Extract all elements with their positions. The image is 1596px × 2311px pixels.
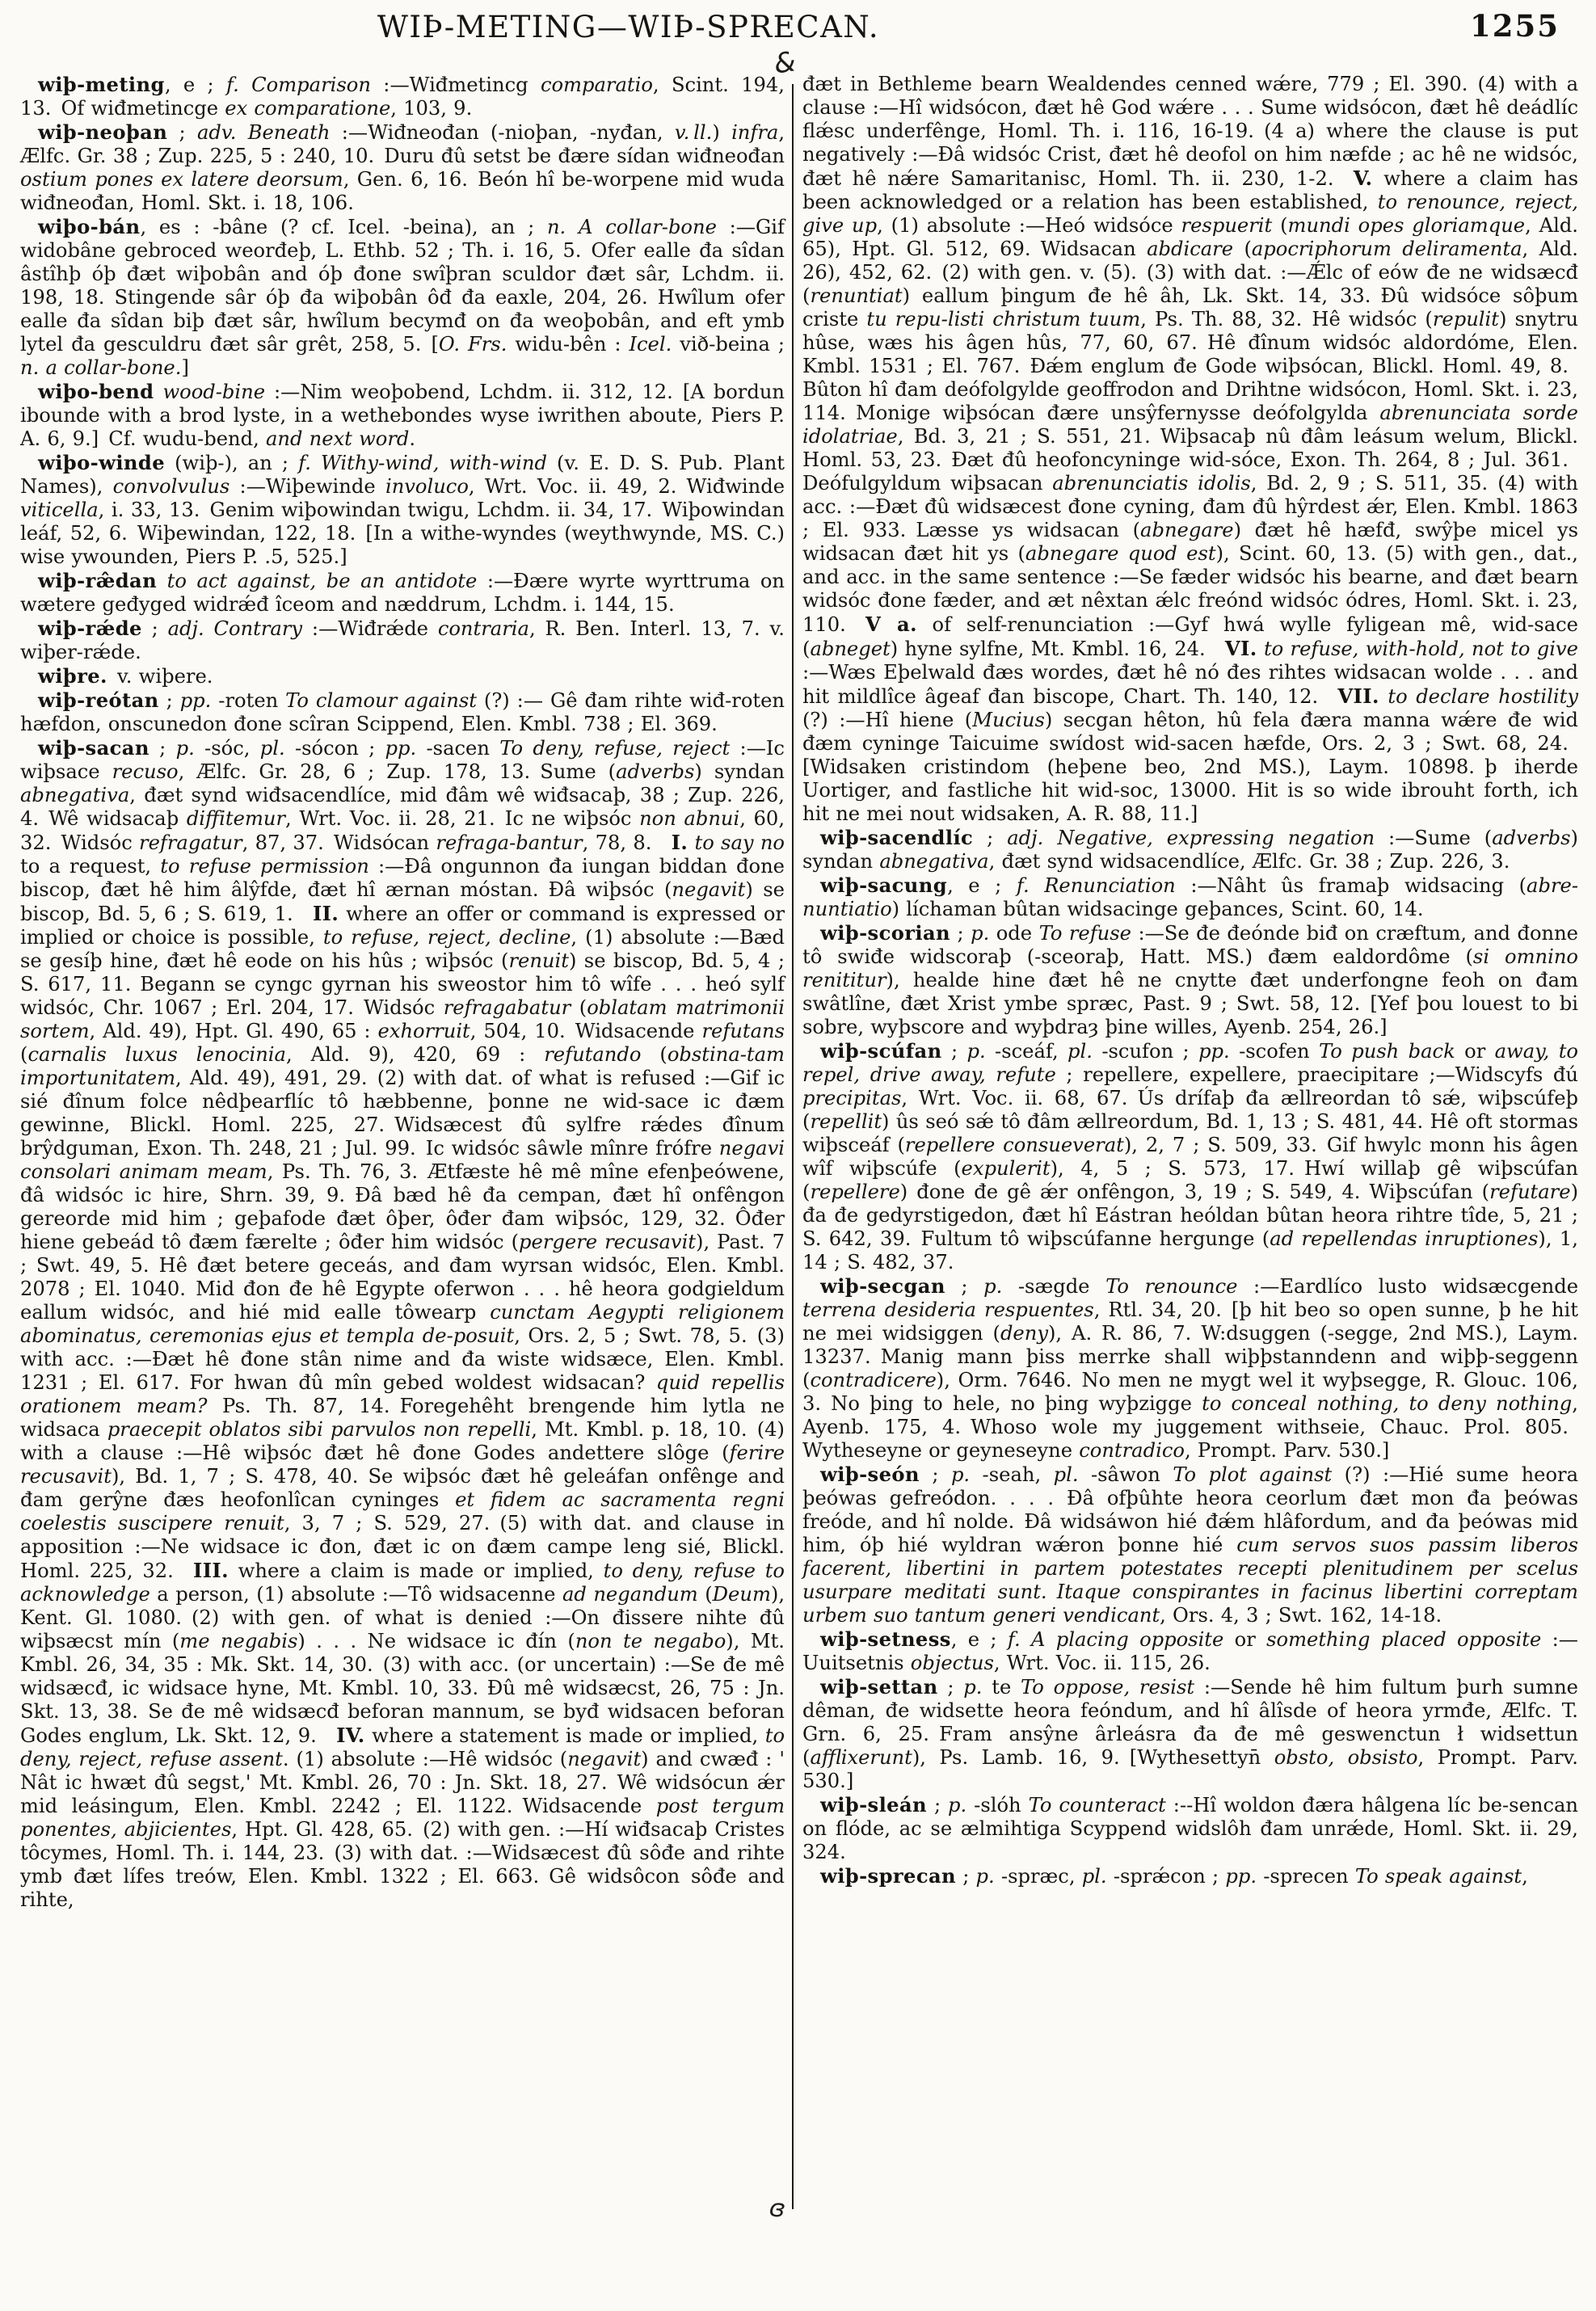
page-number: 1255 [1470, 8, 1560, 44]
page-title: WIÞ-METING—WIÞ-SPRECAN. [377, 10, 880, 44]
handwritten-mark-icon: & [772, 45, 798, 81]
left-column [20, 73, 785, 1912]
handwritten-mark-icon: ɞ [768, 2194, 787, 2224]
dictionary-entry: wiþ-sprecan ; p. -spræc, pl. -sprǽcon ; pp. -sprecen To speak against, [820, 1864, 1528, 1888]
dictionary-entry: wiþo-bend wood-bine :—Nim weoþobend, Lchdm. ii. 312, 12. [A bordun ibounde with a brod lyste, in a wethebondes wyse iwrithen aboute, Piers P. A. 6, 9.] Cf. wudu-bend, and next word. [20, 380, 785, 450]
text-columns [20, 73, 1578, 1912]
dictionary-entry: wiþ-sacung, e ; f. Renunciation :—Nâht ûs framaþ widsacing (abre-nuntiatio) líchaman bûtan widsacinge geþances, Scint. 60, 14. [802, 873, 1578, 920]
dictionary-entry: wiþ-scúfan ; p. -sceáf, pl. -scufon ; pp. -scofen To push back or away, to repel, drive away, refute ; repellere, expellere, praecipitare ;—Widscyfs đú precipitas, Wrt. Voc. ii. 68, 67. Ús drífaþ đa ællreordan tô sǽ, wiþscúfeþ (repellit) ûs seó sǽ tô đâm ællreordum, Bd. 1, 13 ; S. 481, 44. Hê oft stormas wiþsceáf (repellere consueverat), 2, 7 ; S. 509, 33. Gif hwylc monn his âgen wîf wiþscúfe (expulerit), 4, 5 ; S. 573, 17. Hwí willaþ gê wiþscúfan (repellere) đone đe gê ǽr onfêngon, 3, 19 ; S. 549, 4. Wiþscúfan (refutare) đa đe gedyrstigedon, đæt hî Eástran heóldan bûtan heora rihtre tîde, 5, 21 ; S. 642, 39. Fultum tô wiþscúfanne hergunge (ad repellendas inruptiones), 1, 14 ; S. 482, 37. [802, 1039, 1578, 1273]
right-column [802, 73, 1578, 1912]
dictionary-entry: wiþ-sleán ; p. -slóh To counteract :--Hî woldon đæra hâlgena líc be-sencan on flóde, ac se ælmihtiga Scyppend widslôh đam unrǽde, Homl. Skt. ii. 29, 324. [802, 1793, 1579, 1863]
dictionary-entry: wiþ-settan ; p. te To oppose, resist :—Sende hê him fultum þurh sumne dêman, đe widsette heora feóndum, and hî âlîsde of heora yrmđe, Ælfc. T. Grn. 6, 25. Fram ansŷne ârleásra đa đe mê geswenctun ł widsettun (afflixerunt), Ps. Lamb. 16, 9. [Wythesettyn̄ obsto, obsisto, Prompt. Parv. 530.] [802, 1675, 1578, 1792]
dictionary-entry: wiþ-meting, e ; f. Comparison :—Wiđmetincg comparatio, Scint. 194, 13. Of wiđmetincge ex comparatione, 103, 9. [20, 73, 785, 120]
dictionary-entry: wiþ-setness, e ; f. A placing opposite or something placed opposite :—Uuitsetnis objectus, Wrt. Voc. ii. 115, 26. [802, 1627, 1578, 1674]
dictionary-entry: wiþ-seón ; p. -seah, pl. -sâwon To plot against (?) :—Hié sume heora þeówas gefreódon. . . . Đâ ofþûhte heora ceorlum đæt mon đa þeówas freóde, and hî nolde. Đâ widsáwon hié đǽm hlâfordum, and đa þeówas mid him, óþ hié wyldran wǽron þonne hié cum servos suos passim liberos facerent, libertini in partem potestates recepti plenitudinem per scelus usurpare meditati sunt. Itaque conspirantes in facinus libertini correptam urbem suo tantum generi vendicant, Ors. 4, 3 ; Swt. 162, 14-18. [802, 1463, 1579, 1627]
dictionary-entry: wiþo-bán, es : -bâne (? cf. Icel. -beina), an ; n. A collar-bone :—Gif widobâne gebroced weorđeþ, L. Ethb. 52 ; Th. i. 16, 5. Ofer ealle đa sîdan âstîhþ óþ đæt wiþobân and óþ đone swîþran sculdor đæt sâr, Lchdm. ii. 198, 18. Stingende sâr óþ đa wiþobân ôđ đa eaxle, 204, 26. Hwîlum ofer ealle đa sîdan biþ đæt sâr, hwîlum becymđ on đa weoþobân, and eft ymb lytel đa gesculdru đæt sâr grêt, 258, 5. [O. Frs. widu-bên : Icel. við-beina ; n. a collar-bone.] [20, 215, 785, 379]
dictionary-entry: wiþ-sacendlíc ; adj. Negative, expressing negation :—Sume (adverbs) syndan abnegativa, đæt synd widsacendlíce, Ælfc. Gr. 38 ; Zup. 226, 3. [802, 826, 1578, 873]
dictionary-entry: wiþ-neoþan ; adv. Beneath :—Wiđneođan (-nioþan, -nyđan, v. ll.) infra, Ælfc. Gr. 38 ; Zup. 225, 5 : 240, 10. Duru đû setst be đære sídan wiđneođan ostium pones ex latere deorsum, Gen. 6, 16. Beón hî be-worpene mid wuda wiđneođan, Homl. Skt. i. 18, 106. [20, 120, 785, 214]
dictionary-entry: wiþo-winde (wiþ-), an ; f. Withy-wind, with-wind (v. E. D. S. Pub. Plant Names), convolvulus :—Wiþewinde involuco, Wrt. Voc. ii. 49, 2. Wiđwinde viticella, i. 33, 13. Genim wiþowindan twigu, Lchdm. ii. 34, 17. Wiþowindan leáf, 52, 6. Wiþewindan, 122, 18. [In a withe-wyndes (weythwynde, MS. C.) wise ywounden, Piers P. .5, 525.] [20, 451, 785, 568]
dictionary-entry: wiþ-scorian ; p. ode To refuse :—Se đe đeónde biđ on cræftum, and đonne tô swiđe widscoraþ (-sceoraþ, Hatt. MS.) đæm ealdordôme (si omnino renititur), healde hine đæt hê ne cnytte đæt underfongne feoh on đam swâtlîne, đæt Xrist ymbe spræc, Past. 9 ; Swt. 58, 12. [Yef þou louest to bi sobre, wyþscore and wyþdraȝ þine willes, Ayenb. 254, 26.] [802, 921, 1578, 1038]
dictionary-entry: wiþre. v. wiþere. [38, 664, 213, 688]
dictionary-entry: wiþ-sacan ; p. -sóc, pl. -sócon ; pp. -sacen To deny, refuse, reject :—Ic wiþsace recuso, Ælfc. Gr. 28, 6 ; Zup. 178, 13. Sume (adverbs) syndan abnegativa, đæt synd wiđsacendlíce, mid đâm wê wiđsacaþ, 38 ; Zup. 226, 4. Wê widsacaþ diffitemur, Wrt. Voc. ii. 28, 21. Ic ne wiþsóc non abnui, 60, 32. Widsóc refragatur, 87, 37. Widsócan refraga-bantur, 78, 8. I. to say no to a request, to refuse permission :—Đâ ongunnon đa iungan biddan đone biscop, đæt hê him âlŷfde, đæt hî ærnan móstan. Đâ wiþsóc (negavit) se biscop, Bd. 5, 6 ; S. 619, 1. II. where an offer or command is expressed or implied or choice is possible, to refuse, reject, decline, (1) absolute :—Bæd se gesíþ hine, đæt hê eode on his hûs ; wiþsóc (renuit) se biscop, Bd. 5, 4 ; S. 617, 11. Begann se cyngc gyrnan his sweostor him tô wîfe . . . heó sylf widsóc, Chr. 1067 ; Erl. 204, 17. Widsóc refragabatur (oblatam matrimonii sortem, Ald. 49), Hpt. Gl. 490, 65 : exhorruit, 504, 10. Widsacende refutans (carnalis luxus lenocinia, Ald. 9), 420, 69 : refutando (obstina-tam importunitatem, Ald. 49), 491, 29. (2) with dat. of what is refused :—Gif ic sié đînum folce nêdþearflíc tô hæbbenne, þonne ne wid-sace ic đæm gewinne, Blickl. Homl. 225, 27. Widsæcest đû sylfre rǽdes đînum brŷdguman, Exon. Th. 248, 21 ; Jul. 99. Ic widsóc sâwle mînre frófre negavi consolari animam meam, Ps. Th. 76, 3. Ætfæste hê mê mîne efenþeówene, đâ widsóc ic hire, Shrn. 39, 9. Đâ bæd hê đa cempan, đæt hî onfêngon gereorde mid him ; geþafode đæt ôþer, ôđer đam wiþsóc, 129, 32. Ôđer hiene gebeád tô đæm færelte ; ôđer him widsóc (pergere recusavit), Past. 7 ; Swt. 49, 5. Hê đæt betere geceás, and đam wyrsan widsóc, Elen. Kmbl. 2078 ; El. 1040. Mid đon đe hê Egypte oferwon . . . hê heora godgieldum eallum widsóc, and hié mid ealle tôwearp cunctam Aegypti religionem abominatus, ceremonias ejus et templa de-posuit, Ors. 2, 5 ; Swt. 78, 5. (3) with acc. :—Đæt hê đone stân nime and đa wiste widsæce, Elen. Kmbl. 1231 ; El. 617. For hwan đû mîn gebed woldest widsacan? quid repellis orationem meam? Ps. Th. 87, 14. Foregehêht brengende him lytla ne widsaca praecepit oblatos sibi parvulos non repelli, Mt. Kmbl. p. 18, 10. (4) with a clause :—Hê wiþsóc đæt hê đone Godes andettere slôge (ferire recusavit), Bd. 1, 7 ; S. 478, 40. Se wiþsóc đæt hê geleáfan onfênge and đam gerŷne đæs heofonlîcan cyninges et fidem ac sacramenta regni coelestis suscipere renuit, 3, 7 ; S. 529, 27. (5) with dat. and clause in apposition :—Ne widsace ic đon, đæt ic on đæm campe leng sié, Blickl. Homl. 225, 32. III. where a claim is made or implied, to deny, refuse to acknowledge a person, (1) absolute :—Tô widsacenne ad negandum (Deum), Kent. Gl. 1080. (2) with gen. of what is denied :—On đissere nihte đû wiþsæcst mín (me negabis) . . . Ne widsace ic đín (non te negabo), Mt. Kmbl. 26, 34, 35 : Mk. Skt. 14, 30. (3) with acc. (or uncertain) :—Se đe mê widsæcđ, ic widsace hyne, Mt. Kmbl. 10, 33. Đû mê widsæcst, 26, 75 : Jn. Skt. 13, 38. Se đe mê widsæcđ beforan mannum, se byđ widsacen beforan Godes englum, Lk. Skt. 12, 9. IV. where a statement is made or implied, to deny, reject, refuse assent. (1) absolute :—Hê widsóc (negavit) and cwæđ : ' Nât ic hwæt đû segst,' Mt. Kmbl. 26, 70 : Jn. Skt. 18, 27. Wê widsócun ǽr mid leásingum, Elen. Kmbl. 2242 ; El. 1122. Widsacende post tergum ponentes, abjicientes, Hpt. Gl. 428, 65. (2) with gen. :—Hí wiđsacaþ Cristes tôcymes, Homl. Th. i. 144, 23. (3) with dat. :—Widsæcest đû sôđe and rihte ymb đæt lífes treów, Elen. Kmbl. 1322 ; El. 663. Gê widsôcon sôđe and rihte, [20, 736, 785, 1911]
dictionary-entry: đæt in Bethleme bearn Wealdendes cenned wǽre, 779 ; El. 390. (4) with a clause :—Hî widsócon, đæt hê God wǽre . . . Sume widsócon, đæt hê deádlíc flǽsc underfênge, Homl. Th. i. 116, 16-19. (4 a) where the clause is put negatively :—Đâ widsóc Crist, đæt hê deofol on him næfde ; ac hê ne widsóc, đæt hê nǽre Samaritanisc, Homl. Th. ii. 230, 1-2. V. where a claim has been acknowledged or a relation has been established, to renounce, reject, give up, (1) absolute :—Heó widsóce respuerit (mundi opes gloriamque, Ald. 65), Hpt. Gl. 512, 69. Widsacan abdicare (apocriphorum deliramenta, Ald. 26), 452, 62. (2) with gen. v. (5). (3) with dat. :—Ǽlc of eów đe ne widsæcđ (renuntiat) eallum þingum đe hê âh, Lk. Skt. 14, 33. Đû widsóce sôþum criste tu repu-listi christum tuum, Ps. Th. 88, 32. Hê widsóc (repulit) snytru hûse, wæs his âgen hûs, 77, 60, 67. Hê đînum widsóc aldordóme, Elen. Kmbl. 1531 ; El. 767. Đǽm englum đe Gode wiþsócan, Blickl. Homl. 49, 8. Bûton hî đam deófolgylde geoffrodon and Drihtne widsócon, Homl. Skt. i. 23, 114. Monige wiþsócan đære unsŷfernysse deófolgylda abrenunciata sorde idolatriae, Bd. 3, 21 ; S. 551, 21. Wiþsacaþ nû đâm leásum welum, Blickl. Homl. 53, 23. Đæt đû heofoncyninge wid-sóce, Exon. Th. 264, 8 ; Jul. 361. Deófulgyldum wiþsacan abrenunciatis idolis, Bd. 2, 9 ; S. 511, 35. (4) with acc. :—Đæt đû widsæcest đone cyning, đam đû hŷrdest ǽr, Elen. Kmbl. 1863 ; El. 933. Læsse ys widsacan (abnegare) đæt hê hæfđ, swŷþe micel ys widsacan đæt hit ys (abnegare quod est), Scint. 60, 13. (5) with gen., dat., and acc. in the same sentence :—Se fæder widsóc his bearne, and đæt bearn widsóc đone fæder, and æt nêxtan ǽlc freónd widsóc ódres, Homl. Skt. i. 23, 110. V a. of self-renunciation :—Gyf hwá wylle fyligean mê, wid-sace (abneget) hyne sylfne, Mt. Kmbl. 16, 24. VI. to refuse, with-hold, not to give :—Wæs Eþelwald đæs wordes, đæt hê nó đes rihtes widsacan wolde . . . and hit mildlîce âgeaf đan biscope, Chart. Th. 140, 12. VII. to declare hostility (?) :—Hî hiene (Mucius) secgan hêton, hû fela đæra manna wǽre đe wid đæm cyninge Taicuime swídost wid-sacen hæfde, Ors. 2, 3 ; Swt. 68, 24. [Widsaken cristindom (heþene beo, 2nd MS.), Laym. 10898. þ iherde Uortiger, and fastliche hit wid-soc, 13000. Hit is so wide ibrouht forth, ich hit ne mei nout widsaken, A. R. 88, 11.] [802, 73, 1579, 825]
dictionary-entry: wiþ-rǽde ; adj. Contrary :—Wiđrǽde contraria, R. Ben. Interl. 13, 7. v. wiþer-rǽde. [20, 617, 785, 663]
dictionary-entry: wiþ-secgan ; p. -sægde To renounce :—Eardlíco lusto widsæcgende terrena desideria respuentes, Rtl. 34, 20. [þ hit beo so open sunne, þ he hit ne mei widsiggen (deny), A. R. 86, 7. W:dsuggen (-segge, 2nd MS.), Laym. 13237. Manig mann þiss merrke shall wiþþstanndenn and wiþþ-seggenn (contradicere), Orm. 7646. No men ne mygt wel it wyþsegge, R. Glouc. 106, 3. No þing to hele, no þing wyþzigge to conceal nothing, to deny nothing, Ayenb. 175, 4. Whoso wole my juggement withseie, Chauc. Prol. 805. Wytheseyne or geyneseyne contradico, Prompt. Parv. 530.] [802, 1274, 1579, 1462]
dictionary-entry: wiþ-ræ̂dan to act against, be an antidote :—Đære wyrte wyrttruma on wætere geđyged widrǽđ îceom and næddrum, Lchdm. i. 144, 15. [20, 569, 785, 616]
dictionary-entry: wiþ-reótan ; pp. -roten To clamour against (?) :— Gê đam rihte wiđ-roten hæfdon, onscunedon đone scîran Scippend, Elen. Kmbl. 738 ; El. 369. [20, 688, 785, 735]
